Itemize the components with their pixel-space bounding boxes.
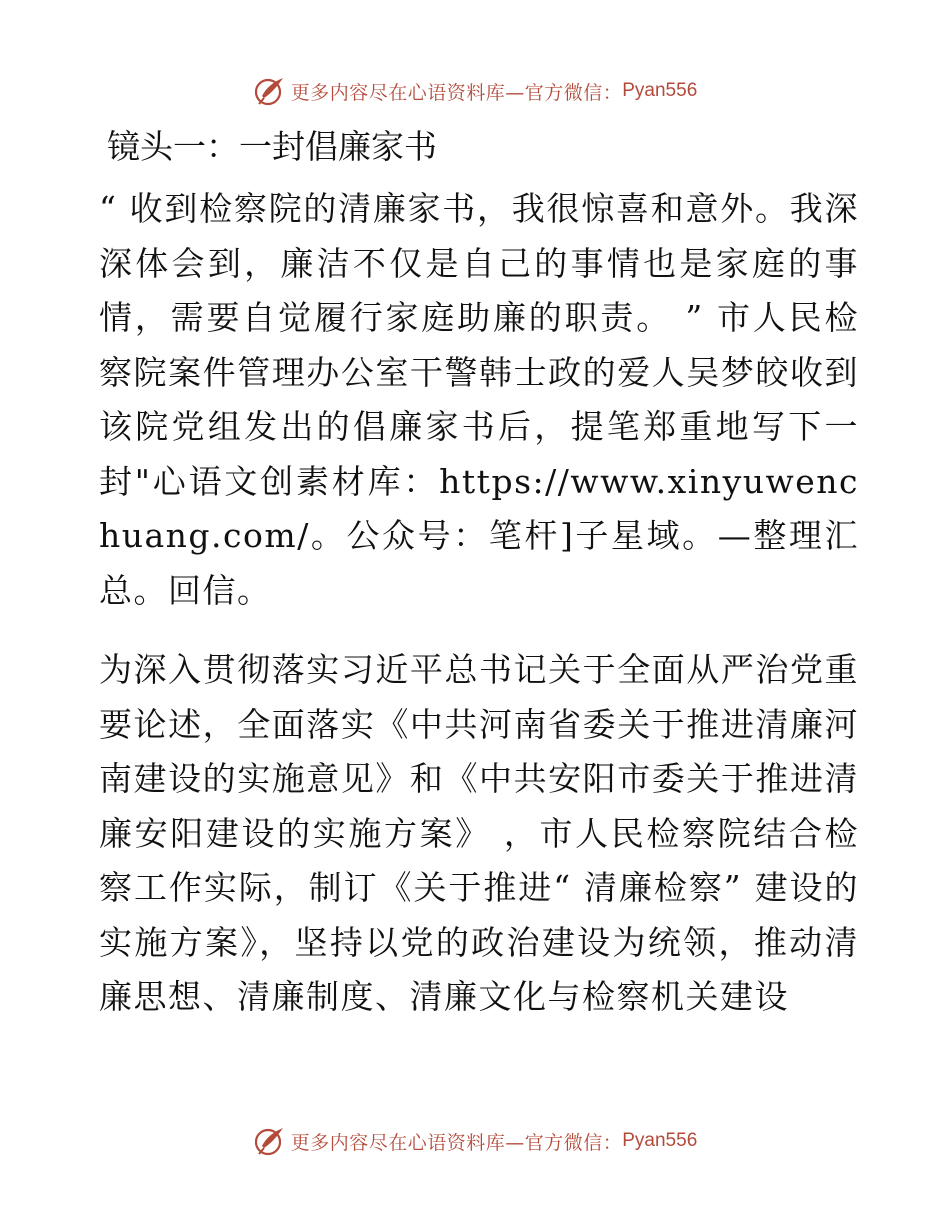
- feather-logo-icon: [253, 1124, 287, 1158]
- watermark-handle: Pyan556: [622, 80, 698, 101]
- watermark-text: 更多内容尽在心语资料库—官方微信：: [290, 1131, 623, 1154]
- paragraph-1: “ 收到检察院的清廉家书，我很惊喜和意外。我深深体会到，廉洁不仅是自己的事情也是家庭的事情，需要自觉履行家庭助廉的职责。 ” 市人民检察院案件管理办公室干警韩士政的爱人吴梦皎收到该院党组发出的倡廉家书后，提笔郑重地写下一封"心语文创素材库：https://www.xinyuwenchuang.com/。公众号：笔杆]子星域。—整理汇总。回信。: [99, 189, 859, 610]
- section-heading: 镜头一：一封倡廉家书: [107, 127, 437, 166]
- header-watermark: [0, 71, 950, 111]
- paragraph-2: 为深入贯彻落实习近平总书记关于全面从严治党重要论述，全面落实《中共河南省委关于推进清廉河南建设的实施意见》和《中共安阳市委关于推进清廉安阳建设的实施方案》 ，市人民检察院结合检察工作实际，制订《关于推进“ 清廉检察” 建设的实施方案》，坚持以党的政治建设为统领，推动清廉思想、清廉制度、清廉文化与检察机关建设: [99, 650, 859, 1016]
- watermark-handle: Pyan556: [622, 1130, 698, 1151]
- watermark-text: 更多内容尽在心语资料库—官方微信：: [290, 81, 623, 104]
- footer-watermark: [0, 1121, 950, 1161]
- document-body: [99, 120, 859, 1025]
- feather-logo-icon: [253, 74, 287, 108]
